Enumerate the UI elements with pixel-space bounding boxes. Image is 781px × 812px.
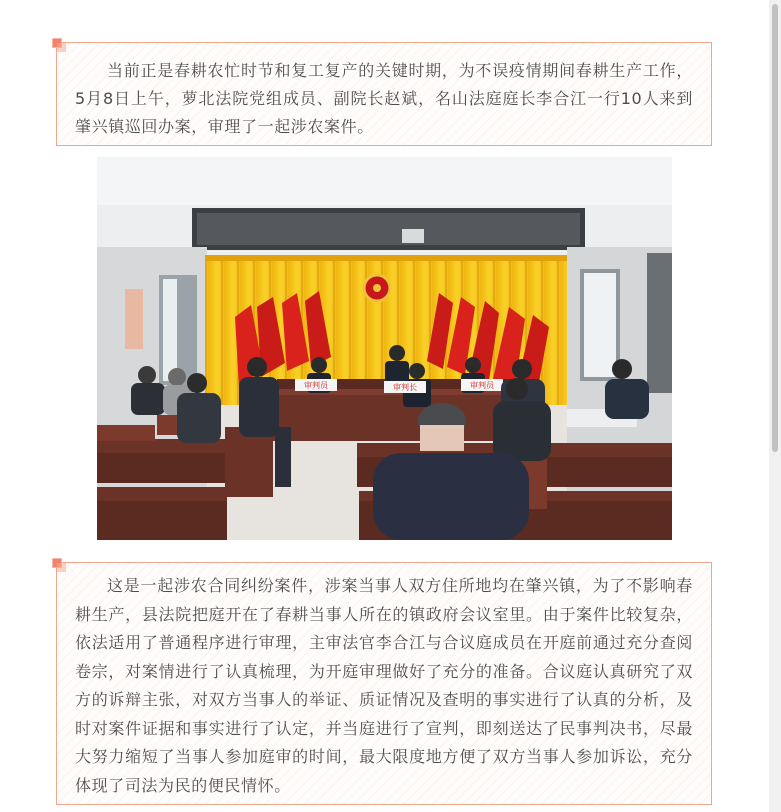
- nameplate-right: 审判员: [470, 381, 494, 390]
- courtroom-scene-illustration: [97, 157, 672, 540]
- case-text-card: [56, 562, 712, 805]
- courtroom-photo: [97, 157, 672, 540]
- nameplate-center: 审判长: [393, 383, 417, 392]
- corner-decoration-icon: [52, 558, 62, 568]
- vertical-scrollbar[interactable]: [769, 0, 781, 812]
- intro-paragraph: 当前正是春耕农忙时节和复工复产的关键时期，为不误疫情期间春耕生产工作，5月8日上午，萝北法院党组成员、副院长赵斌，名山法庭庭长李合江一行10人来到肇兴镇巡回办案，审理了一起涉农案件。: [75, 61, 693, 136]
- scrollbar-thumb[interactable]: [772, 4, 778, 452]
- intro-text-card: [56, 42, 712, 146]
- nameplate-left: 审判员: [304, 381, 328, 390]
- case-paragraph: 这是一起涉农合同纠纷案件，涉案当事人双方住所地均在肇兴镇，为了不影响春耕生产，县法院把庭开在了春耕当事人所在的镇政府会议室里。由于案件比较复杂，依法适用了普通程序进行审理，主审法官李合江与合议庭成员在开庭前通过充分查阅卷宗，对案情进行了认真梳理，为开庭审理做好了充分的准备。合议庭认真研究了双方的诉辩主张，对双方当事人的举证、质证情况及查明的事实进行了认真的分析，及时对案件证据和事实进行了认定，并当庭进行了宣判，即刻送达了民事判决书，尽最大努力缩短了当事人参加庭审的时间，最大限度地方便了双方当事人参加诉讼，充分体现了司法为民的便民情怀。: [75, 576, 693, 795]
- corner-decoration-icon: [52, 38, 62, 48]
